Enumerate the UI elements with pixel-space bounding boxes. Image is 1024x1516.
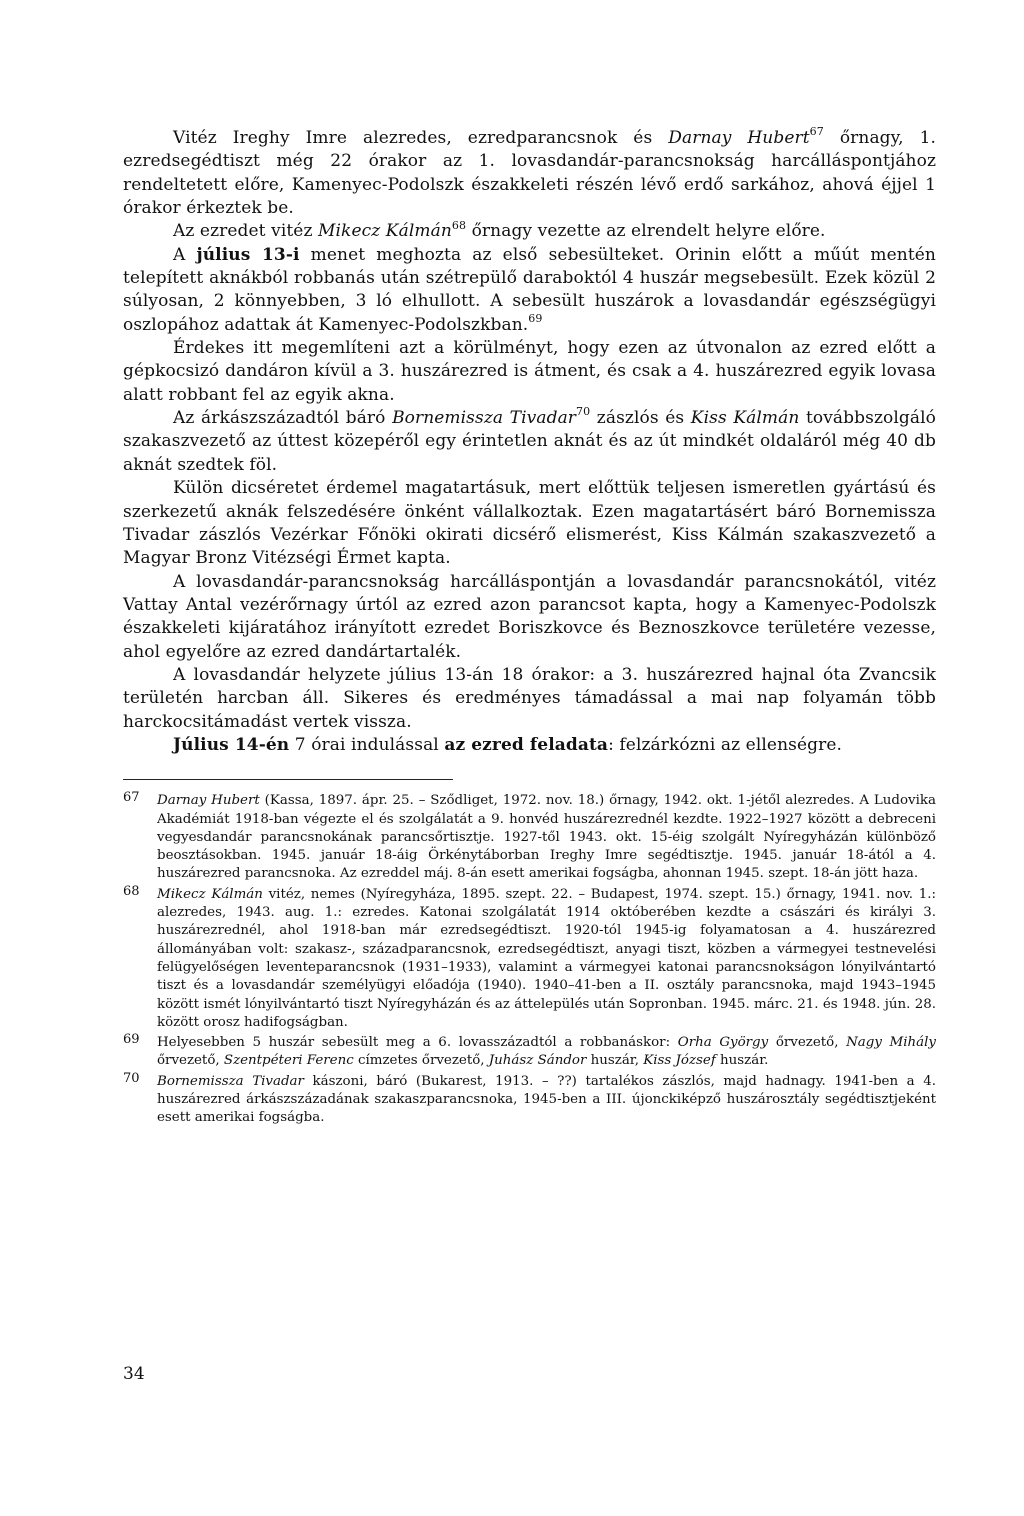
footnote-ref-67[interactable]: 67 — [809, 125, 824, 139]
footnote-67 — [123, 792, 936, 883]
text: címzetes őrvezető, — [353, 1053, 489, 1069]
task-emphasis: az ezred feladata — [444, 734, 609, 755]
text: őrnagy vezette az elrendelt helyre előre. — [466, 221, 826, 242]
page-number: 34 — [123, 1364, 145, 1384]
text: őrnagy, 1. ezredsegédtiszt még 22 órakor az 1. lovasdandár-parancsnokság harcálláspontjához rendeltetett előre, Kamenyec-Podolszk északkeleti részén lévő erdő sarkához, ahová éjjel 1 órakor érkeztek be. — [123, 128, 936, 219]
text: őrvezető, — [768, 1035, 847, 1051]
footnote-text — [157, 1073, 936, 1128]
paragraph-2 — [123, 220, 936, 243]
person-name: Orha György — [677, 1035, 769, 1051]
person-name: Darnay Hubert — [668, 128, 810, 148]
footnote-70 — [123, 1070, 937, 1128]
footnote-number: 69 — [123, 1032, 140, 1048]
text: huszár, — [586, 1053, 644, 1069]
footnote-text — [157, 792, 936, 883]
person-name: Darnay Hubert — [157, 793, 260, 809]
footnote-number: 68 — [123, 883, 140, 899]
page-content — [123, 127, 936, 1130]
text: Az árkászszázadtól báró — [173, 408, 393, 429]
person-name: Nagy Mihály — [846, 1035, 936, 1051]
person-name: Bornemissza Tivadar — [392, 408, 577, 429]
person-name: Szentpéteri Ferenc — [223, 1053, 354, 1069]
person-name: Mikecz Kálmán — [157, 886, 263, 902]
text: Külön dicséretet érdemel magatartásuk, mert előttük teljesen ismeretlen gyártású és szerkezetű aknák felszedésére önként vállalkoztak. Ezen magatartásért báró Bornemissza Tivadar zászlós Vezérkar Főnöki okirati dicsérő elismerést, Kiss Kálmán szakaszvezető a Magyar Bronz Vitézségi Érmet kapta. — [123, 478, 936, 569]
footnote-ref-69[interactable]: 69 — [528, 312, 543, 326]
footnote-divider — [123, 779, 453, 780]
person-name: Kiss József — [643, 1053, 716, 1069]
person-name: Kiss Kálmán — [690, 408, 800, 429]
body-text — [123, 127, 936, 757]
text: őrvezető, — [157, 1053, 224, 1069]
date-emphasis: július 13-i — [196, 244, 300, 265]
footnotes — [123, 792, 936, 1127]
footnote-68 — [123, 883, 936, 1032]
text: A lovasdandár-parancsnokság harcálláspontján a lovasdandár parancsnokától, vitéz Vattay Antal vezérőrnagy úrtól az ezred azon parancsot kapta, hogy a Kamenyec-Podolszk északkeleti kijáratához irányított ezredet Boriszkovce és Beznoszkovce területére vezesse, ahol egyelőre az ezred dandártartalék. — [123, 571, 936, 662]
text: Az ezredet vitéz — [173, 221, 319, 242]
text: A — [173, 244, 197, 265]
paragraph-8 — [123, 664, 936, 734]
paragraph-1 — [123, 127, 936, 220]
paragraph-5 — [123, 407, 936, 477]
footnote-number: 70 — [123, 1070, 140, 1086]
text: A lovasdandár helyzete július 13-án 18 órakor: a 3. huszárezred hajnal óta Zvancsik területén harcban áll. Sikeres és eredményes támadással a mai nap folyamán több harckocsitámadást vertek vissza. — [123, 664, 936, 732]
text: zászlós és — [590, 408, 691, 429]
paragraph-9 — [123, 734, 936, 757]
text: huszár. — [715, 1053, 769, 1069]
footnote-ref-70[interactable]: 70 — [576, 405, 591, 419]
paragraph-3 — [123, 244, 936, 337]
text: vitéz, nemes (Nyíregyháza, 1895. szept. 22. – Budapest, 1974. szept. 15.) őrnagy, 1941. nov. 1.: alezredes, 1943. aug. 1.: ezredes. Katonai szolgálatát 1914 októberében kezdte a császári és királyi 3. huszárezrednél, ahol 1918-ban már ezredsegédtiszt. 1920-tól 1945-ig folyamatosan a 4. huszárezred állományában volt: szakasz-, századparancsnok, ezredsegédtiszt, anyagi tiszt, közben a vármegyei testnevelési felügyelőségen leventeparancsnok (1931–1933), valamint a vármegyei katonai parancsnokságon lónyilvántartó tiszt és a lovasdandár személyügyi előadója (1940). 1940–41-ben a II. osztály parancsnoka, majd 1943–1945 között ismét lónyilvántartó tiszt Nyíregyházán és az áttelepülés után Sopronban. 1945. márc. 21. és 1948. jún. 28. között orosz hadifogságban. — [157, 886, 936, 1030]
footnote-69 — [123, 1034, 936, 1071]
text: Vitéz Ireghy Imre alezredes, ezredparancsnok és — [173, 128, 669, 148]
footnote-text — [157, 886, 936, 1032]
footnote-text — [157, 1034, 936, 1071]
person-name: Juhász Sándor — [488, 1053, 587, 1069]
text: menet meghozta az első sebesülteket. Orinin előtt a műút mentén telepített aknákból robbanás után szétrepülő daraboktól 4 huszár megsebesült. Ezek közül 2 súlyosan, 2 könnyebben, 3 ló elhullott. A sebesült huszárok a lovasdandár egészségügyi oszlopához adattak át Kamenyec-Podolszkban. — [123, 244, 936, 335]
person-name: Bornemissza Tivadar — [157, 1073, 304, 1089]
footnote-ref-68[interactable]: 68 — [451, 218, 467, 232]
text: Helyesebben 5 huszár sebesült meg a 6. lovasszázadtól a robbanáskor: — [157, 1035, 678, 1051]
text: kászoni, báró (Bukarest, 1913. – ??) tartalékos zászlós, majd hadnagy. 1941-ben a 4. huszárezred árkászszázadának szakaszparancsnoka, 1945-ben a III. újonckiképző huszárosztály segédtisztjeként esett amerikai fogságba. — [157, 1073, 937, 1126]
text: továbbszolgáló szakaszvezető az úttest közepéről egy érintetlen aknát és az út mindkét oldaláról még 40 db aknát szedtek föl. — [123, 408, 936, 475]
paragraph-6 — [123, 477, 936, 570]
text: 7 órai indulással — [289, 734, 445, 755]
date-emphasis: Július 14-én — [173, 734, 290, 755]
text: Érdekes itt megemlíteni azt a körülményt, hogy ezen az útvonalon az ezred előtt a gépkocsizó dandáron kívül a 3. huszárezred is átment, és csak a 4. huszárezred egyik lovasa alatt robbant fel az egyik akna. — [123, 338, 936, 405]
text: (Kassa, 1897. ápr. 25. – Sződliget, 1972. nov. 18.) őrnagy, 1942. okt. 1-jétől alezredes. A Ludovika Akadémiát 1918-ban végezte el és szolgálatát a 9. honvéd huszárezrednél kezdte. 1922–1927 között a debreceni vegyesdandár parancsnokának parancsőrtisztje. 1927-től 1943. okt. 15-éig szolgált Nyíregyházán különböző beosztásokban. 1945. január 18-áig Örkénytáborban Ireghy Imre segédtisztje. 1945. január 18-ától a 4. huszárezred parancsnoka. Az ezreddel máj. 8-án esett amerikai fogságba, ahonnan 1945. szept. 18-án jött haza. — [157, 793, 936, 882]
person-name: Mikecz Kálmán — [318, 221, 452, 242]
text: : felzárkózni az ellenségre. — [608, 734, 842, 755]
footnote-number: 67 — [123, 790, 140, 806]
paragraph-7 — [123, 571, 936, 664]
paragraph-4 — [123, 337, 936, 407]
